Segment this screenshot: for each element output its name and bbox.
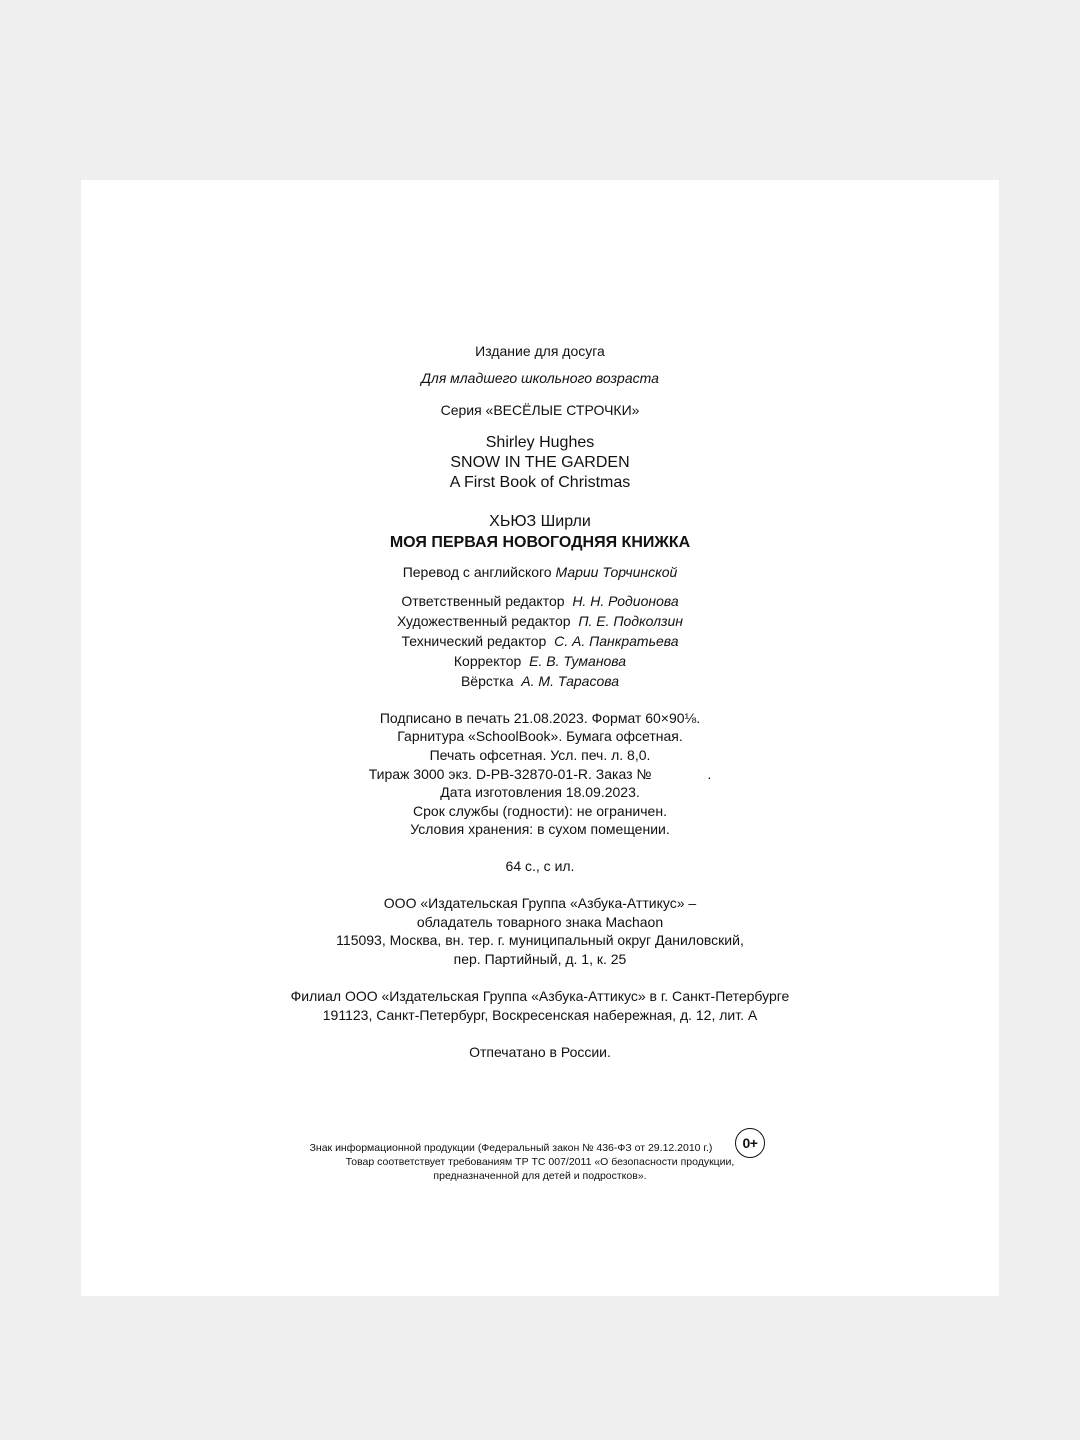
- credit-row: [0, 651, 1080, 671]
- storage-conditions: Условия хранения: в сухом помещении.: [410, 821, 670, 837]
- printed-in: Отпечатано в России.: [469, 1044, 611, 1060]
- print-signed: Подписано в печать 21.08.2023. Формат 60×90⅛.: [379, 710, 701, 726]
- edition-type: Издание для досуга: [475, 343, 605, 359]
- credit-role: Вёрстка: [460, 673, 514, 689]
- credit-role: Технический редактор: [401, 633, 547, 649]
- credit-role: Корректор: [453, 653, 522, 669]
- credit-row: [0, 671, 1080, 691]
- manufacture-date: Дата изготовления 18.09.2023.: [440, 784, 640, 800]
- credit-role: Ответственный редактор: [401, 593, 565, 609]
- print-method: Печать офсетная. Усл. печ. л. 8,0.: [429, 747, 651, 763]
- print-run-text: Тираж 3000 экз. D-PB-32870-01-R. Заказ №: [368, 766, 652, 782]
- translator-name: Марии Торчинской: [555, 564, 678, 580]
- credit-row: [0, 631, 1080, 651]
- branch-line: Филиал ООО «Издательская Группа «Азбука-Аттикус» в г. Санкт-Петербурге: [290, 988, 790, 1004]
- credit-name: С. А. Панкратьева: [554, 633, 679, 649]
- original-author: Shirley Hughes: [485, 434, 595, 451]
- translation-label: Перевод с английского: [402, 564, 552, 580]
- credit-name: Е. В. Туманова: [529, 653, 627, 669]
- branch-address: 191123, Санкт-Петербург, Воскресенская набережная, д. 12, лит. А: [322, 1007, 758, 1023]
- print-run: [0, 764, 1080, 784]
- russian-title: МОЯ ПЕРВАЯ НОВОГОДНЯЯ КНИЖКА: [389, 534, 691, 551]
- age-group: Для младшего школьного возраста: [421, 370, 659, 386]
- compliance-notice: Товар соответствует требованиям ТР ТС 007/2011 «О безопасности продукции,: [345, 1156, 735, 1168]
- shelf-life: Срок службы (годности): не ограничен.: [413, 803, 667, 819]
- credit-row: [0, 611, 1080, 631]
- credit-name: А. М. Тарасова: [521, 673, 620, 689]
- print-run-end: .: [707, 766, 712, 782]
- series: Серия «ВЕСЁЛЫЕ СТРОЧКИ»: [440, 402, 640, 418]
- publisher-address: 115093, Москва, вн. тер. г. муниципальный округ Даниловский,: [336, 932, 744, 948]
- age-rating-badge: 0+: [735, 1128, 765, 1158]
- credit-row: [0, 591, 1080, 611]
- publisher-line: ООО «Издательская Группа «Азбука-Аттикус» –: [383, 895, 697, 911]
- publisher-address: пер. Партийный, д. 1, к. 25: [453, 951, 627, 967]
- translation-line: [0, 562, 1080, 582]
- credit-name: Н. Н. Родионова: [572, 593, 679, 609]
- original-subtitle: A First Book of Christmas: [449, 474, 631, 491]
- publisher-line: обладатель товарного знака Machaon: [416, 914, 664, 930]
- russian-author: ХЬЮЗ Ширли: [489, 513, 591, 530]
- print-typeface: Гарнитура «SchoolBook». Бумага офсетная.: [397, 728, 683, 744]
- info-mark-notice: Знак информационной продукции (Федеральный закон № 436-ФЗ от 29.12.2010 г.): [309, 1142, 713, 1154]
- compliance-notice: предназначенной для детей и подростков».: [433, 1170, 647, 1182]
- original-title: SNOW IN THE GARDEN: [450, 454, 630, 471]
- credit-name: П. Е. Подколзин: [578, 613, 684, 629]
- credit-role: Художественный редактор: [396, 613, 571, 629]
- page-count: 64 с., с ил.: [505, 858, 575, 874]
